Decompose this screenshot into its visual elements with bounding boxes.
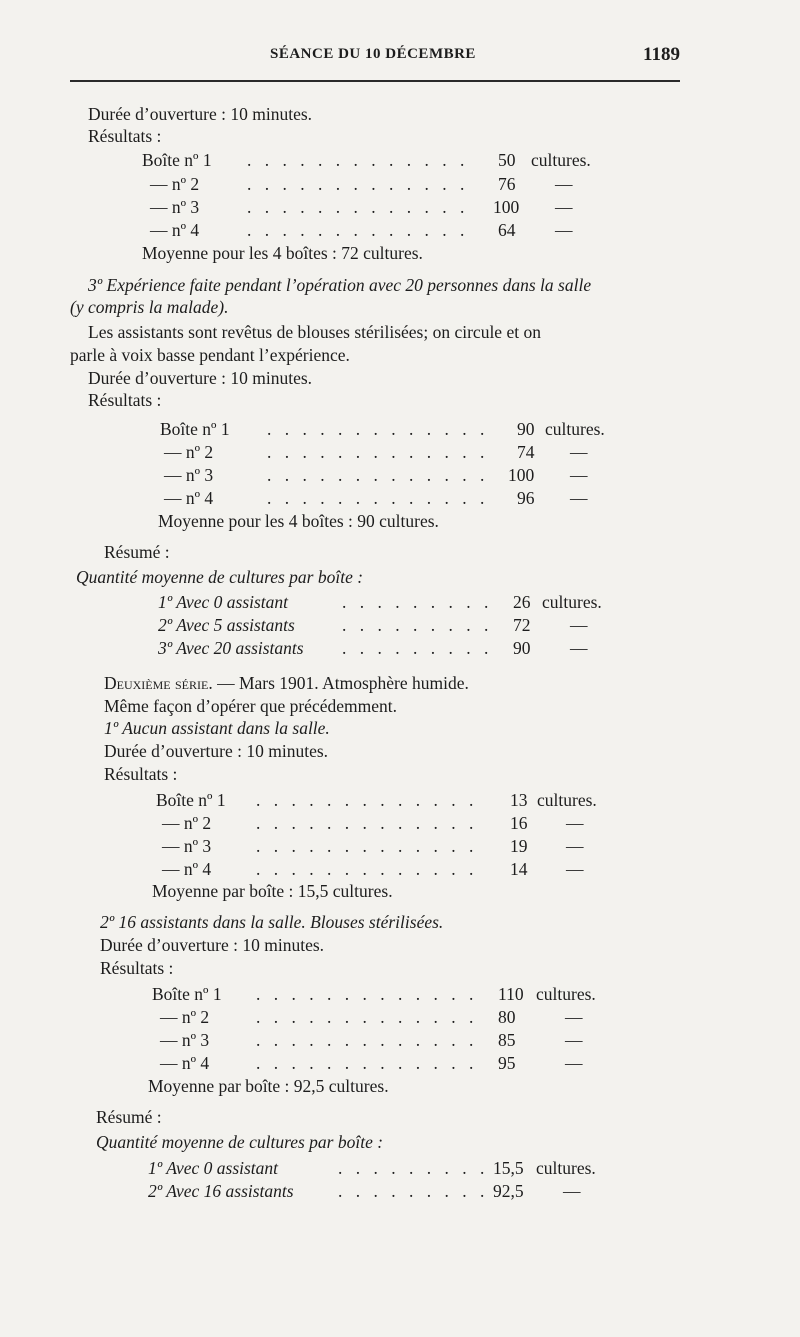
row-label: — nº 2 bbox=[160, 1007, 210, 1027]
leader-dots: . . . . . . . . . . . . . bbox=[247, 197, 469, 217]
row-unit: — bbox=[566, 813, 584, 833]
row-label: Boîte nº 1 bbox=[142, 150, 212, 170]
row-label: Boîte nº 1 bbox=[152, 984, 222, 1004]
summary-title: Résumé : bbox=[96, 1107, 162, 1127]
table-row bbox=[162, 835, 626, 857]
leader-dots: . . . . . . . . . . . . . bbox=[256, 1030, 478, 1050]
row-label: — nº 3 bbox=[162, 836, 212, 856]
row-value: 96 bbox=[517, 488, 535, 508]
table-row bbox=[152, 983, 622, 1005]
row-value: 19 bbox=[510, 836, 528, 856]
row-value: 85 bbox=[498, 1030, 516, 1050]
table-row bbox=[162, 812, 626, 834]
row-unit: — bbox=[555, 197, 573, 217]
row-label: 2º Avec 16 assistants bbox=[148, 1181, 294, 1201]
experiment-title-cont: (y compris la malade). bbox=[70, 297, 229, 317]
row-value: 90 bbox=[513, 638, 531, 658]
leader-dots: . . . . . . . . . bbox=[338, 1158, 489, 1178]
leader-dots: . . . . . . . . . . . . . bbox=[267, 419, 489, 439]
row-label: 1º Avec 0 assistant bbox=[158, 592, 289, 612]
row-unit: — bbox=[565, 1007, 583, 1027]
row-value: 80 bbox=[498, 1007, 516, 1027]
row-label: — nº 3 bbox=[164, 465, 214, 485]
row-unit: cultures. bbox=[545, 419, 605, 439]
row-unit: cultures. bbox=[531, 150, 591, 170]
summary-title: Résumé : bbox=[104, 542, 170, 562]
average-line: Moyenne par boîte : 15,5 cultures. bbox=[152, 881, 393, 901]
row-label: — nº 4 bbox=[164, 488, 214, 508]
row-value: 64 bbox=[498, 220, 516, 240]
leader-dots: . . . . . . . . . . . . . bbox=[247, 220, 469, 240]
table-row bbox=[148, 1157, 618, 1179]
row-unit: — bbox=[570, 465, 588, 485]
row-unit: — bbox=[566, 836, 584, 856]
leader-dots: . . . . . . . . . bbox=[342, 638, 493, 658]
leader-dots: . . . . . . . . . . . . . bbox=[256, 790, 478, 810]
table-row bbox=[164, 464, 630, 486]
row-unit: — bbox=[566, 859, 584, 879]
table-row bbox=[160, 1029, 622, 1051]
duration-line: Durée d’ouverture : 10 minutes. bbox=[88, 368, 313, 388]
row-unit: — bbox=[570, 638, 588, 658]
row-label: 1º Avec 0 assistant bbox=[148, 1158, 279, 1178]
row-value: 13 bbox=[510, 790, 528, 810]
table-row bbox=[158, 591, 628, 613]
row-unit: — bbox=[563, 1181, 581, 1201]
results-label: Résultats : bbox=[88, 390, 162, 410]
experiment-title: 1º Aucun assistant dans la salle. bbox=[104, 718, 330, 738]
row-value: 110 bbox=[498, 984, 524, 1004]
leader-dots: . . . . . . . . . . . . . bbox=[247, 150, 469, 170]
row-unit: — bbox=[570, 488, 588, 508]
row-unit: — bbox=[565, 1030, 583, 1050]
leader-dots: . . . . . . . . . . . . . bbox=[267, 442, 489, 462]
row-value: 16 bbox=[510, 813, 528, 833]
row-value: 100 bbox=[508, 465, 535, 485]
row-value: 14 bbox=[510, 859, 528, 879]
series-heading-label: Deuxième série. bbox=[104, 673, 213, 693]
leader-dots: . . . . . . . . . bbox=[342, 615, 493, 635]
row-value: 15,5 bbox=[493, 1158, 524, 1178]
row-label: 2º Avec 5 assistants bbox=[158, 615, 295, 635]
header-title: SÉANCE DU 10 DÉCEMBRE bbox=[270, 46, 476, 62]
leader-dots: . . . . . . . . . . . . . bbox=[256, 1007, 478, 1027]
average-line: Moyenne pour les 4 boîtes : 72 cultures. bbox=[142, 243, 423, 263]
duration-line: Durée d’ouverture : 10 minutes. bbox=[88, 104, 313, 124]
row-value: 26 bbox=[513, 592, 531, 612]
leader-dots: . . . . . . . . . bbox=[342, 592, 493, 612]
paragraph-line: Les assistants sont revêtus de blouses stérilisées; on circule et on bbox=[88, 322, 541, 342]
row-value: 72 bbox=[513, 615, 531, 635]
paragraph-line: parle à voix basse pendant l’expérience. bbox=[70, 345, 350, 365]
row-label: Boîte nº 1 bbox=[156, 790, 226, 810]
duration-line: Durée d’ouverture : 10 minutes. bbox=[104, 741, 329, 761]
row-unit: — bbox=[565, 1053, 583, 1073]
table-row bbox=[158, 637, 628, 659]
running-header bbox=[70, 44, 680, 74]
row-label: — nº 2 bbox=[164, 442, 214, 462]
leader-dots: . . . . . . . . . . . . . bbox=[267, 465, 489, 485]
results-label: Résultats : bbox=[88, 126, 162, 146]
table-row bbox=[150, 219, 620, 241]
table-row bbox=[150, 173, 620, 195]
row-unit: cultures. bbox=[536, 984, 596, 1004]
table-row bbox=[156, 789, 626, 811]
row-value: 76 bbox=[498, 174, 516, 194]
row-value: 74 bbox=[517, 442, 535, 462]
average-line: Moyenne pour les 4 boîtes : 90 cultures. bbox=[158, 511, 439, 531]
row-unit: — bbox=[555, 220, 573, 240]
series-heading bbox=[104, 672, 469, 694]
results-label: Résultats : bbox=[100, 958, 174, 978]
header-rule bbox=[70, 80, 680, 82]
row-value: 95 bbox=[498, 1053, 516, 1073]
row-label: 3º Avec 20 assistants bbox=[158, 638, 304, 658]
row-label: — nº 3 bbox=[160, 1030, 210, 1050]
leader-dots: . . . . . . . . . . . . . bbox=[247, 174, 469, 194]
paragraph-line: Même façon d’opérer que précédemment. bbox=[104, 696, 397, 716]
row-unit: cultures. bbox=[542, 592, 602, 612]
row-label: — nº 4 bbox=[160, 1053, 210, 1073]
row-value: 92,5 bbox=[493, 1181, 524, 1201]
duration-line: Durée d’ouverture : 10 minutes. bbox=[100, 935, 325, 955]
summary-subtitle: Quantité moyenne de cultures par boîte : bbox=[76, 567, 364, 587]
row-label: — nº 4 bbox=[150, 220, 200, 240]
table-row bbox=[162, 858, 626, 880]
leader-dots: . . . . . . . . . . . . . bbox=[256, 859, 478, 879]
leader-dots: . . . . . . . . . . . . . bbox=[256, 1053, 478, 1073]
experiment-title: 2º 16 assistants dans la salle. Blouses stérilisées. bbox=[100, 912, 444, 932]
row-label: — nº 2 bbox=[162, 813, 212, 833]
results-label: Résultats : bbox=[104, 764, 178, 784]
table-row bbox=[164, 487, 630, 509]
experiment-title: 3º Expérience faite pendant l’opération avec 20 personnes dans la salle bbox=[88, 275, 592, 295]
average-line: Moyenne par boîte : 92,5 cultures. bbox=[148, 1076, 389, 1096]
leader-dots: . . . . . . . . . . . . . bbox=[256, 836, 478, 856]
row-label: Boîte nº 1 bbox=[160, 419, 230, 439]
leader-dots: . . . . . . . . . bbox=[338, 1181, 489, 1201]
table-row bbox=[160, 418, 630, 440]
row-unit: — bbox=[555, 174, 573, 194]
table-row bbox=[160, 1006, 622, 1028]
row-unit: cultures. bbox=[536, 1158, 596, 1178]
table-row bbox=[164, 441, 630, 463]
table-row bbox=[148, 1180, 618, 1202]
row-label: — nº 2 bbox=[150, 174, 200, 194]
table-row bbox=[158, 614, 628, 636]
summary-subtitle: Quantité moyenne de cultures par boîte : bbox=[96, 1132, 384, 1152]
series-heading-text: — Mars 1901. Atmosphère humide. bbox=[212, 673, 469, 693]
row-label: — nº 4 bbox=[162, 859, 212, 879]
row-value: 50 bbox=[498, 150, 516, 170]
leader-dots: . . . . . . . . . . . . . bbox=[256, 984, 478, 1004]
row-unit: — bbox=[570, 442, 588, 462]
table-row bbox=[142, 149, 622, 171]
table-row bbox=[160, 1052, 622, 1074]
page-number: 1189 bbox=[643, 44, 680, 65]
row-unit: cultures. bbox=[537, 790, 597, 810]
row-unit: — bbox=[570, 615, 588, 635]
leader-dots: . . . . . . . . . . . . . bbox=[267, 488, 489, 508]
row-value: 90 bbox=[517, 419, 535, 439]
table-row bbox=[150, 196, 620, 218]
leader-dots: . . . . . . . . . . . . . bbox=[256, 813, 478, 833]
row-value: 100 bbox=[493, 197, 520, 217]
row-label: — nº 3 bbox=[150, 197, 200, 217]
